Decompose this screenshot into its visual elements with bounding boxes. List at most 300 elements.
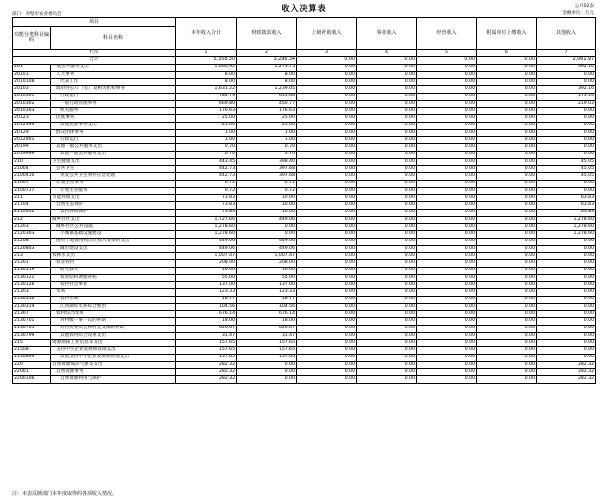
subject-name: 江河湖库水系综合整治 xyxy=(51,303,176,310)
table-row xyxy=(13,173,596,180)
subject-code: 2130319 xyxy=(13,303,51,310)
table-row xyxy=(13,158,596,165)
table-row xyxy=(13,166,596,173)
amount-cell: 0.72 xyxy=(176,187,237,194)
amount-cell: 0.00 xyxy=(297,187,357,194)
table-row xyxy=(13,325,596,332)
subject-code: 2110402 xyxy=(13,209,51,216)
amount-cell: 0.00 xyxy=(417,376,477,383)
amount-cell: 0.00 xyxy=(417,224,477,231)
amount-cell: 1,727.66 xyxy=(176,216,237,223)
amount-cell: 0.00 xyxy=(297,216,357,223)
amount-cell: 1.00 xyxy=(237,129,297,136)
amount-cell: 0.00 xyxy=(537,325,596,332)
amount-cell: 0.00 xyxy=(297,224,357,231)
amount-cell: 0.00 xyxy=(417,245,477,252)
amount-cell: 0.00 xyxy=(417,187,477,194)
amount-cell: 392.16 xyxy=(537,86,596,93)
subject-name: 自然生态保护 xyxy=(51,202,176,209)
amount-cell: 784.79 xyxy=(176,93,237,100)
amount-cell: 282.32 xyxy=(537,369,596,376)
amount-cell: 0.00 xyxy=(357,209,417,216)
table-note: 注：本表反映部门本年度取得的各项收入情况。 xyxy=(12,491,118,497)
subject-code: 2130799 xyxy=(13,332,51,339)
amount-cell: 0.00 xyxy=(537,289,596,296)
amount-cell: 18.00 xyxy=(237,318,297,325)
table-row xyxy=(13,122,596,129)
amount-cell: 0.00 xyxy=(417,108,477,115)
total-cell: 0.00 xyxy=(357,57,417,64)
amount-cell: 0.00 xyxy=(417,369,477,376)
subject-name: 资源勘探工业信息等支出 xyxy=(51,340,176,347)
amount-cell: 282.32 xyxy=(176,376,237,383)
amount-cell: 18.00 xyxy=(176,318,237,325)
amount-cell: 0.00 xyxy=(357,187,417,194)
amount-cell: 0.00 xyxy=(297,71,357,78)
amount-cell: 0.00 xyxy=(297,245,357,252)
amount-cell: 0.00 xyxy=(357,311,417,318)
subject-name: 一般公共服务支出 xyxy=(51,64,176,71)
amount-cell: 0.00 xyxy=(357,376,417,383)
amount-cell: 0.00 xyxy=(417,238,477,245)
table-row xyxy=(13,137,596,144)
subject-code: 20199 xyxy=(13,144,51,151)
amount-cell: 0.00 xyxy=(537,79,596,86)
subject-code: 2100717 xyxy=(13,187,51,194)
table-row xyxy=(13,108,596,115)
amount-cell: 1.00 xyxy=(176,129,237,136)
subject-code: 21303 xyxy=(13,289,51,296)
col-header: 本年收入合计 xyxy=(176,18,237,50)
amount-cell: 0.00 xyxy=(297,64,357,71)
subject-code: 2010301 xyxy=(13,93,51,100)
amount-cell: 157.65 xyxy=(237,340,297,347)
amount-cell: 0.00 xyxy=(477,144,537,151)
amount-cell: 443.45 xyxy=(176,158,237,165)
subject-code: 2130705 xyxy=(13,325,51,332)
subject-name: 群众团体事务 xyxy=(51,129,176,136)
amount-cell: 0.00 xyxy=(417,202,477,209)
amount-cell: 137.00 xyxy=(237,282,297,289)
subject-name: 突发公共卫生事件应急处理 xyxy=(51,173,176,180)
amount-cell: 0.00 xyxy=(477,340,537,347)
amount-cell: 0.00 xyxy=(477,202,537,209)
amount-cell: 25.00 xyxy=(176,115,237,122)
amount-cell: 0.00 xyxy=(357,129,417,136)
amount-cell: 0.00 xyxy=(537,340,596,347)
amount-cell: 0.00 xyxy=(297,122,357,129)
subject-name: 计划生育服务 xyxy=(51,187,176,194)
amount-cell: 18.77 xyxy=(176,296,237,303)
amount-cell: 0.00 xyxy=(477,282,537,289)
amount-cell: 0.00 xyxy=(417,311,477,318)
subject-code: 2100410 xyxy=(13,173,51,180)
amount-cell: 0.00 xyxy=(357,108,417,115)
amount-cell: 0.00 xyxy=(477,267,537,274)
amount-cell: 0.00 xyxy=(417,151,477,158)
amount-cell: 1,278.60 xyxy=(537,224,596,231)
amount-cell: 0.00 xyxy=(417,260,477,267)
amount-cell: 0.00 xyxy=(477,303,537,310)
total-cell: 3,296.34 xyxy=(237,57,297,64)
amount-cell: 0.00 xyxy=(537,318,596,325)
subject-name: 水利 xyxy=(51,289,176,296)
amount-cell: 0.00 xyxy=(297,115,357,122)
amount-cell: 0.00 xyxy=(477,325,537,332)
amount-cell: 137.00 xyxy=(176,282,237,289)
subject-code: 21508 xyxy=(13,347,51,354)
table-row xyxy=(13,86,596,93)
amount-cell: 0.00 xyxy=(477,195,537,202)
amount-cell: 63.83 xyxy=(537,195,596,202)
subject-name: 农村综合改革 xyxy=(51,311,176,318)
amount-cell: 0.00 xyxy=(357,122,417,129)
amount-cell: 157.65 xyxy=(176,347,237,354)
table-row xyxy=(13,376,596,383)
amount-cell: 0.00 xyxy=(477,296,537,303)
table-row xyxy=(13,354,596,361)
subject-name: 其他民族事务支出 xyxy=(51,122,176,129)
amount-cell: 0.00 xyxy=(417,282,477,289)
amount-cell: 0.00 xyxy=(357,245,417,252)
amount-cell: 0.72 xyxy=(237,180,297,187)
amount-cell: 0.00 xyxy=(297,325,357,332)
table-row xyxy=(13,79,596,86)
amount-cell: 1,278.60 xyxy=(537,216,596,223)
amount-cell: 0.00 xyxy=(477,151,537,158)
amount-cell: 0.00 xyxy=(357,296,417,303)
amount-cell: 0.00 xyxy=(417,354,477,361)
amount-cell: 0.00 xyxy=(357,231,417,238)
table-row xyxy=(13,209,596,216)
amount-cell: 282.32 xyxy=(176,361,237,368)
table-row xyxy=(13,340,596,347)
amount-cell: 0.00 xyxy=(537,311,596,318)
amount-cell: 0.00 xyxy=(537,71,596,78)
amount-cell: 0.00 xyxy=(477,108,537,115)
amount-cell: 0.00 xyxy=(237,361,297,368)
col-index: 6 xyxy=(477,50,537,57)
amount-cell: 0.00 xyxy=(417,231,477,238)
amount-cell: 0.00 xyxy=(477,64,537,71)
amount-cell: 0.00 xyxy=(357,354,417,361)
subject-name: 防灾救灾 xyxy=(51,267,176,274)
amount-cell: 0.00 xyxy=(357,260,417,267)
amount-cell: 25.00 xyxy=(176,122,237,129)
amount-cell: 449.06 xyxy=(237,245,297,252)
table-row xyxy=(13,195,596,202)
amount-cell: 0.00 xyxy=(297,238,357,245)
amount-cell: 0.00 xyxy=(357,79,417,86)
amount-cell: 1,278.60 xyxy=(537,231,596,238)
amount-cell: 0.00 xyxy=(477,122,537,129)
amount-cell: 0.00 xyxy=(297,79,357,86)
total-cell: 0.00 xyxy=(297,57,357,64)
subject-code: 20101 xyxy=(13,71,51,78)
subject-name: 行政运行 xyxy=(51,93,176,100)
amount-cell: 0.00 xyxy=(417,79,477,86)
amount-cell: 0.00 xyxy=(357,158,417,165)
amount-cell: 0.00 xyxy=(537,347,596,354)
amount-cell: 0.00 xyxy=(477,318,537,325)
table-row xyxy=(13,71,596,78)
amount-cell: 0.00 xyxy=(477,209,537,216)
amount-cell: 0.00 xyxy=(477,347,537,354)
amount-cell: 392.16 xyxy=(537,64,596,71)
amount-cell: 0.00 xyxy=(357,289,417,296)
amount-cell: 626.67 xyxy=(176,325,237,332)
amount-cell: 0.00 xyxy=(297,347,357,354)
subject-name: 农村社会事业 xyxy=(51,282,176,289)
amount-cell: 449.06 xyxy=(176,245,237,252)
subject-code: 20129 xyxy=(13,129,51,136)
amount-cell: 0.00 xyxy=(237,224,297,231)
amount-cell: 0.00 xyxy=(477,224,537,231)
subject-name: 小城镇基础设施建设 xyxy=(51,231,176,238)
amount-cell: 104.56 xyxy=(237,303,297,310)
amount-cell: 0.00 xyxy=(417,122,477,129)
amount-cell: 0.00 xyxy=(477,216,537,223)
subject-code: 213 xyxy=(13,253,51,260)
subject-name: 政府办公厅（室）及相关机构事务 xyxy=(51,86,176,93)
amount-cell: 450.77 xyxy=(237,100,297,107)
amount-cell: 0.00 xyxy=(477,238,537,245)
amount-cell: 0.00 xyxy=(297,354,357,361)
table-row xyxy=(13,347,596,354)
table-row xyxy=(13,311,596,318)
subject-name: 农林水支出 xyxy=(51,253,176,260)
amount-cell: 0.00 xyxy=(417,303,477,310)
amount-cell: 31.47 xyxy=(176,332,237,339)
amount-cell: 0.00 xyxy=(297,108,357,115)
col-index: 7 xyxy=(537,50,596,57)
table-row xyxy=(13,115,596,122)
amount-cell: 157.65 xyxy=(176,340,237,347)
amount-cell: 123.33 xyxy=(237,289,297,296)
amount-cell: 1,273.75 xyxy=(237,64,297,71)
subject-name: 民族事务 xyxy=(51,115,176,122)
amount-cell: 0.00 xyxy=(417,361,477,368)
subject-code: 20123 xyxy=(13,115,51,122)
total-cell: 0.00 xyxy=(417,57,477,64)
amount-cell: 18.77 xyxy=(237,296,297,303)
col-header: 财政拨款收入 xyxy=(237,18,297,50)
subject-code: 2130119 xyxy=(13,267,51,274)
col-index: 2 xyxy=(237,50,297,57)
subject-name: 其他农村综合改革支出 xyxy=(51,332,176,339)
col-index: 5 xyxy=(417,50,477,57)
amount-cell: 0.00 xyxy=(477,253,537,260)
amount-cell: 0.00 xyxy=(537,245,596,252)
amount-cell: 0.00 xyxy=(417,129,477,136)
amount-cell: 676.14 xyxy=(237,311,297,318)
table-row xyxy=(13,332,596,339)
amount-cell: 0.00 xyxy=(417,64,477,71)
amount-cell: 0.00 xyxy=(477,173,537,180)
amount-cell: 0.00 xyxy=(417,289,477,296)
table-row xyxy=(13,216,596,223)
table-row xyxy=(13,289,596,296)
amount-cell: 0.00 xyxy=(537,274,596,281)
amount-cell: 0.00 xyxy=(477,369,537,376)
amount-cell: 0.00 xyxy=(417,173,477,180)
amount-cell: 0.00 xyxy=(477,354,537,361)
amount-cell: 0.00 xyxy=(417,209,477,216)
subject-name: 城乡社区公共设施 xyxy=(51,224,176,231)
amount-cell: 282.32 xyxy=(176,369,237,376)
amount-cell: 31.47 xyxy=(237,332,297,339)
amount-cell: 73.83 xyxy=(176,209,237,216)
subject-code: 201 xyxy=(13,64,51,71)
amount-cell: 0.00 xyxy=(237,231,297,238)
amount-cell: 0.00 xyxy=(477,137,537,144)
amount-cell: 8.00 xyxy=(176,79,237,86)
subject-code: 2010302 xyxy=(13,100,51,107)
subject-name: 自然资源事务 xyxy=(51,369,176,376)
subject-code: 2130126 xyxy=(13,282,51,289)
amount-cell: 0.00 xyxy=(357,195,417,202)
subject-code: 2120303 xyxy=(13,231,51,238)
subject-name: 人大事务 xyxy=(51,71,176,78)
amount-cell: 0.00 xyxy=(357,267,417,274)
amount-cell: 0.00 xyxy=(357,100,417,107)
subject-name: 自然资源利用与保护 xyxy=(51,376,176,383)
amount-cell: 0.00 xyxy=(297,369,357,376)
amount-cell: 16.00 xyxy=(176,267,237,274)
amount-cell: 157.65 xyxy=(176,354,237,361)
amount-cell: 676.14 xyxy=(176,311,237,318)
amount-cell: 0.00 xyxy=(357,216,417,223)
amount-cell: 0.00 xyxy=(357,202,417,209)
table-row xyxy=(13,144,596,151)
amount-cell: 25.00 xyxy=(237,115,297,122)
amount-cell: 63.83 xyxy=(537,209,596,216)
amount-cell: 0.00 xyxy=(477,86,537,93)
amount-cell: 123.33 xyxy=(176,289,237,296)
amount-cell: 0.00 xyxy=(357,253,417,260)
amount-cell: 0.00 xyxy=(537,267,596,274)
amount-cell: 104.56 xyxy=(176,303,237,310)
table-row xyxy=(13,238,596,245)
subject-code: 21007 xyxy=(13,180,51,187)
amount-cell: 0.00 xyxy=(297,267,357,274)
subject-name: 计划生育事务 xyxy=(51,180,176,187)
subject-name: 其他一般公共服务支出 xyxy=(51,151,176,158)
amount-cell: 0.00 xyxy=(537,144,596,151)
subject-code: 2012901 xyxy=(13,137,51,144)
total-cell: 0.00 xyxy=(477,57,537,64)
amount-cell: 8.00 xyxy=(237,79,297,86)
amount-cell: 0.00 xyxy=(417,195,477,202)
amount-cell: 1,278.60 xyxy=(176,231,237,238)
amount-cell: 0.00 xyxy=(297,332,357,339)
subject-code: 2200106 xyxy=(13,376,51,383)
amount-cell: 669.80 xyxy=(176,100,237,107)
subject-name: 公共卫生 xyxy=(51,166,176,173)
col-header: 附属单位上缴收入 xyxy=(477,18,537,50)
subject-name: 一般行政管理事务 xyxy=(51,100,176,107)
amount-cell: 0.00 xyxy=(417,318,477,325)
subject-code: 212 xyxy=(13,216,51,223)
amount-cell: 1,007.47 xyxy=(176,253,237,260)
amount-unit: 金额单位：万元 xyxy=(562,11,594,16)
amount-cell: 0.00 xyxy=(477,260,537,267)
amount-cell: 0.00 xyxy=(297,151,357,158)
total-cell: 2,061.97 xyxy=(537,57,596,64)
table-row xyxy=(13,151,596,158)
amount-cell: 176.63 xyxy=(176,108,237,115)
amount-cell: 0.00 xyxy=(297,180,357,187)
amount-cell: 208.00 xyxy=(237,260,297,267)
amount-cell: 1.00 xyxy=(176,137,237,144)
amount-cell: 0.00 xyxy=(477,361,537,368)
amount-cell: 0.00 xyxy=(537,129,596,136)
table-row xyxy=(13,231,596,238)
subject-code: 21203 xyxy=(13,224,51,231)
col-header: 事业收入 xyxy=(357,18,417,50)
subject-code: 2019999 xyxy=(13,151,51,158)
amount-cell: 8.00 xyxy=(176,71,237,78)
table-row xyxy=(13,245,596,252)
subject-code: 220 xyxy=(13,361,51,368)
amount-cell: 16.00 xyxy=(237,267,297,274)
subject-code: 2130121 xyxy=(13,274,51,281)
amount-cell: 0.00 xyxy=(357,86,417,93)
amount-cell: 0.00 xyxy=(357,71,417,78)
table-row xyxy=(13,253,596,260)
amount-cell: 0.00 xyxy=(357,347,417,354)
table-row xyxy=(13,282,596,289)
amount-cell: 0.00 xyxy=(297,137,357,144)
amount-cell: 0.00 xyxy=(537,122,596,129)
amount-cell: 282.32 xyxy=(537,361,596,368)
amount-cell: 0.00 xyxy=(477,158,537,165)
amount-cell: 0.00 xyxy=(477,166,537,173)
amount-cell: 0.00 xyxy=(417,166,477,173)
amount-cell: 0.00 xyxy=(297,93,357,100)
amount-cell: 0.00 xyxy=(477,332,537,339)
table-row xyxy=(13,369,596,376)
subject-code: 2010108 xyxy=(13,79,51,86)
table-row xyxy=(13,202,596,209)
amount-cell: 25.00 xyxy=(237,122,297,129)
amount-cell: 0.00 xyxy=(537,151,596,158)
col-header: 其他收入 xyxy=(537,18,596,50)
amount-cell: 0.00 xyxy=(477,274,537,281)
amount-cell: 0.70 xyxy=(176,151,237,158)
amount-cell: 0.00 xyxy=(477,245,537,252)
amount-cell: 0.00 xyxy=(297,296,357,303)
subject-name: 行政运行 xyxy=(51,137,176,144)
table-row xyxy=(13,267,596,274)
subject-code: 21104 xyxy=(13,202,51,209)
subject-name: 农村水利 xyxy=(51,296,176,303)
amount-cell: 0.00 xyxy=(357,282,417,289)
amount-cell: 0.70 xyxy=(237,144,297,151)
subject-name: 自然资源海洋气象等支出 xyxy=(51,361,176,368)
amount-cell: 0.00 xyxy=(297,274,357,281)
amount-cell: 0.00 xyxy=(537,332,596,339)
amount-cell: 1,631.22 xyxy=(176,86,237,93)
amount-cell: 0.00 xyxy=(297,100,357,107)
amount-cell: 0.00 xyxy=(357,238,417,245)
subject-code: 2012399 xyxy=(13,122,51,129)
amount-cell: 0.00 xyxy=(297,86,357,93)
amount-cell: 0.00 xyxy=(477,187,537,194)
amount-cell: 0.00 xyxy=(297,361,357,368)
amount-cell: 45.05 xyxy=(537,166,596,173)
amount-cell: 0.00 xyxy=(417,71,477,78)
